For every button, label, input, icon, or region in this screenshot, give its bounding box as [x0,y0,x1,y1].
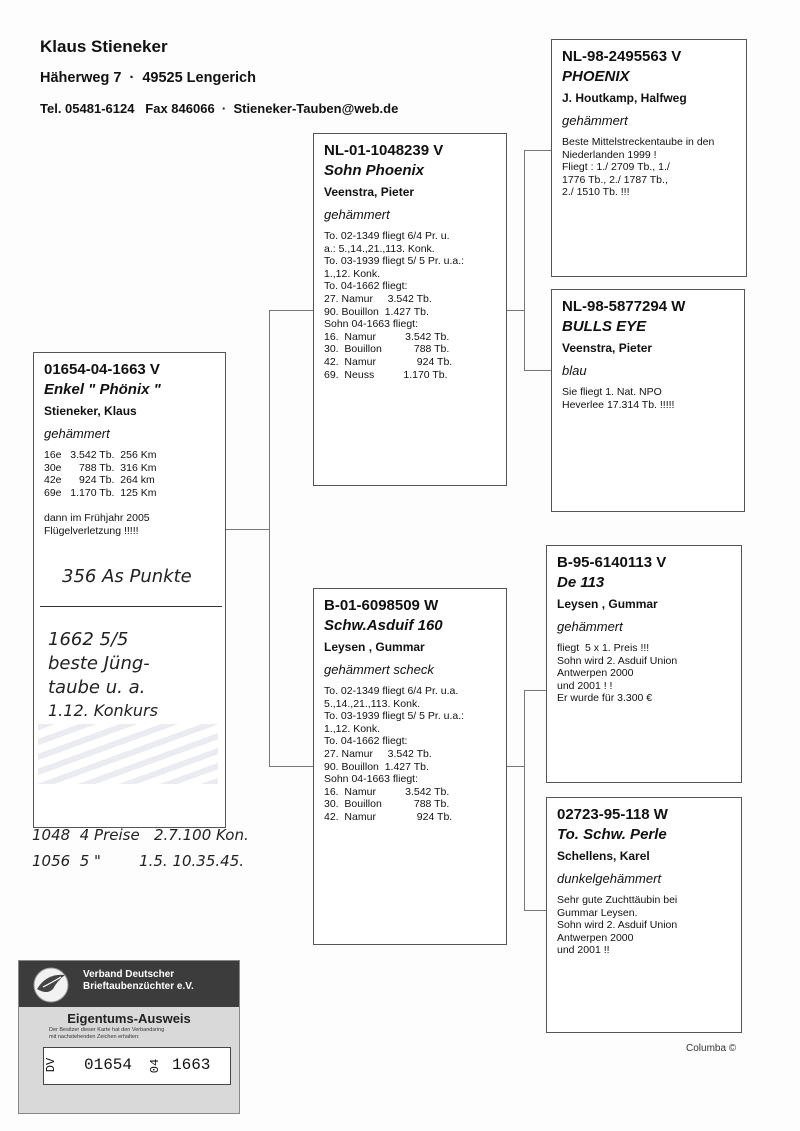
text-line: 30e 788 Tb. 316 Km [44,461,157,474]
text-line: Heverlee 17.314 Tb. !!!!! [562,398,675,411]
erased-writing [38,724,218,784]
text-line: Sohn 04-1663 fliegt: [324,318,418,331]
pigeon-card-dam [313,588,507,945]
text-line: 2./ 1510 Tb. !!! [562,186,630,199]
pigeon-owner: Schellens, Karel [557,849,650,863]
stamp-subtitle: Der Besitzer dieser Karte hat den Verbandsring mit nachstehenden Zeichen erhalten: [49,1027,165,1040]
pigeon-color: gehämmert [44,426,110,441]
text-line: Er wurde für 3.300 € [557,692,653,705]
pigeon-card-dam-sire [546,545,742,783]
handwritten-line: beste Jüng- [48,653,150,674]
handwritten-bottom-line-1: 1048 4 Preise 2.7.100 Kon. [32,826,249,844]
handwritten-note [48,628,158,722]
pigeon-color: blau [562,363,587,378]
ring-number: NL-01-1048239 V [324,142,444,159]
handwritten-underline [40,606,222,607]
pigeon-owner: Veenstra, Pieter [562,341,653,355]
ring-number: 02723-95-118 W [557,806,668,823]
text-line: To. 02-1349 fliegt 6/4 Pr. u.a. [324,685,459,697]
pigeon-performance [324,685,498,824]
pigeon-name: PHOENIX [562,68,630,85]
pigeon-color: gehämmert [324,207,390,222]
ring-number: 01654-04-1663 V [44,361,160,378]
pigeon-card-dam-dam [546,797,742,1033]
pigeon-color: gehämmert scheck [324,662,434,677]
pigeon-name: Enkel " Phönix " [44,381,161,398]
connector-to-sire-sire [524,150,551,151]
pigeon-name: BULLS EYE [562,318,647,335]
pigeon-color: gehämmert [562,113,628,128]
ring-number: B-01-6098509 W [324,597,439,614]
credit-text: Columba © [686,1043,737,1054]
pigeon-logo-icon [29,965,73,1005]
stamp-ring-prefix: DV [44,1057,59,1073]
text-line: Beste Mittelstreckentaube in den [562,136,715,148]
ring-number: B-95-6140113 V [557,554,667,571]
handwritten-as-points: 356 As Punkte [62,566,192,587]
pigeon-color: gehämmert [557,619,623,634]
connector-to-dam [269,766,313,767]
connector-to-dam-dam [524,910,546,911]
text-line: 1.,12. Konk. [324,267,381,280]
connector-dam-vertical [524,690,525,910]
text-line: 30. Bouillon 788 Tb. [324,798,450,811]
text-line: Sohn wird 2. Asduif Union [557,919,678,932]
text-line: und 2001 ! ! [557,679,613,692]
text-line: Antwerpen 2000 [557,931,634,944]
text-line: To. 03-1939 fliegt 5/ 5 Pr. u.a.: [324,255,465,268]
pigeon-owner: Stieneker, Klaus [44,404,137,418]
pigeon-performance [562,136,738,199]
text-line: 16. Namur 3.542 Tb. [324,330,450,343]
pigeon-performance [44,449,217,537]
pigeon-owner: Veenstra, Pieter [324,185,415,199]
breeder-name: Klaus Stieneker [40,37,168,56]
text-line: fliegt 5 x 1. Preis !!! [557,642,650,654]
connector-dam-trunk [507,766,525,767]
connector-to-sire-dam [524,370,551,371]
text-line: 5.,14.,21.,113. Konk. [324,697,421,710]
text-line: 42. Namur 924 Tb. [324,810,453,823]
handwritten-line: 1662 5/5 [48,629,129,650]
text-line: To. 04-1662 fliegt: [324,280,408,293]
pigeon-card-sire-sire [551,39,747,277]
pigeon-name: To. Schw. Perle [557,826,667,843]
ring-number: NL-98-5877294 W [562,298,686,315]
text-line: a.: 5.,14.,21.,113. Konk. [324,242,435,255]
text-line: To. 02-1349 fliegt 6/4 Pr. u. [324,230,450,242]
text-line: 69. Neuss 1.170 Tb. [324,368,448,381]
stamp-ring-band [43,1047,231,1085]
connector-subject-trunk [226,529,270,530]
pigeon-card-sire [313,133,507,486]
breeder-contact: Tel. 05481-6124 Fax 846066 · Stieneker-Tauben@web.de [40,101,399,116]
text-line: dann im Frühjahr 2005 [44,511,150,524]
text-line: und 2001 !! [557,944,610,957]
text-line: Gummar Leysen. [557,906,638,919]
handwritten-line: 1.12. Konkurs [48,701,158,720]
pigeon-performance [562,386,736,411]
pigeon-performance [557,894,733,957]
connector-to-dam-sire [524,690,546,691]
text-line: 30. Bouillon 788 Tb. [324,343,450,356]
text-line: Sohn 04-1663 fliegt: [324,773,418,786]
pigeon-performance [557,642,733,705]
pigeon-owner: J. Houtkamp, Halfweg [562,91,687,105]
stamp-ring-part-b: 04 [148,1058,163,1074]
text-line: 69e 1.170 Tb. 125 Km [44,486,157,499]
connector-sire-trunk [507,310,525,311]
pigeon-owner: Leysen , Gummar [557,597,658,611]
ownership-stamp [18,960,240,1114]
pigeon-owner: Leysen , Gummar [324,640,425,654]
text-line: 42e 924 Tb. 264 km [44,474,155,487]
text-line: 90. Bouillon 1.427 Tb. [324,305,429,318]
pigeon-performance [324,230,498,381]
text-line: Flügelverletzung !!!!! [44,524,139,537]
text-line: 90. Bouillon 1.427 Tb. [324,760,429,773]
text-line: 16e 3.542 Tb. 256 Km [44,449,157,461]
stamp-ring-part-c: 1663 [172,1056,211,1074]
connector-parents-vertical [269,310,270,766]
connector-sire-vertical [524,150,525,370]
text-line: Antwerpen 2000 [557,667,634,680]
text-line: 27. Namur 3.542 Tb. [324,747,432,760]
text-line: Niederlanden 1999 ! [562,148,657,161]
pigeon-name: Sohn Phoenix [324,162,425,179]
stamp-organization: Verband Deutscher Brieftaubenzüchter e.V. [83,969,194,992]
connector-to-sire [269,310,313,311]
ring-number: NL-98-2495563 V [562,48,682,65]
text-line: 16. Namur 3.542 Tb. [324,785,450,798]
breeder-address: Häherweg 7 · 49525 Lengerich [40,70,256,86]
text-line: Fliegt : 1./ 2709 Tb., 1./ [562,161,670,174]
text-line: Sie fliegt 1. Nat. NPO [562,386,662,398]
pigeon-color: dunkelgehämmert [557,871,662,886]
text-line: To. 04-1662 fliegt: [324,735,408,748]
pigeon-name: Schw.Asduif 160 [324,617,443,634]
text-line: Sohn wird 2. Asduif Union [557,654,678,667]
text-line: To. 03-1939 fliegt 5/ 5 Pr. u.a.: [324,710,465,723]
pigeon-name: De 113 [557,574,605,591]
text-line: 1.,12. Konk. [324,722,381,735]
text-line: 1776 Tb., 2./ 1787 Tb., [562,173,668,186]
pigeon-card-sire-dam [551,289,745,512]
stamp-ring-part-a: 01654 [84,1056,133,1074]
handwritten-bottom-line-2: 1056 5 " 1.5. 10.35.45. [32,852,245,870]
stamp-title: Eigentums-Ausweis [67,1011,191,1026]
text-line [44,499,217,512]
text-line: 42. Namur 924 Tb. [324,355,453,368]
handwritten-line: taube u. a. [48,677,146,698]
text-line: Sehr gute Zuchttäubin bei [557,894,678,906]
text-line: 27. Namur 3.542 Tb. [324,292,432,305]
